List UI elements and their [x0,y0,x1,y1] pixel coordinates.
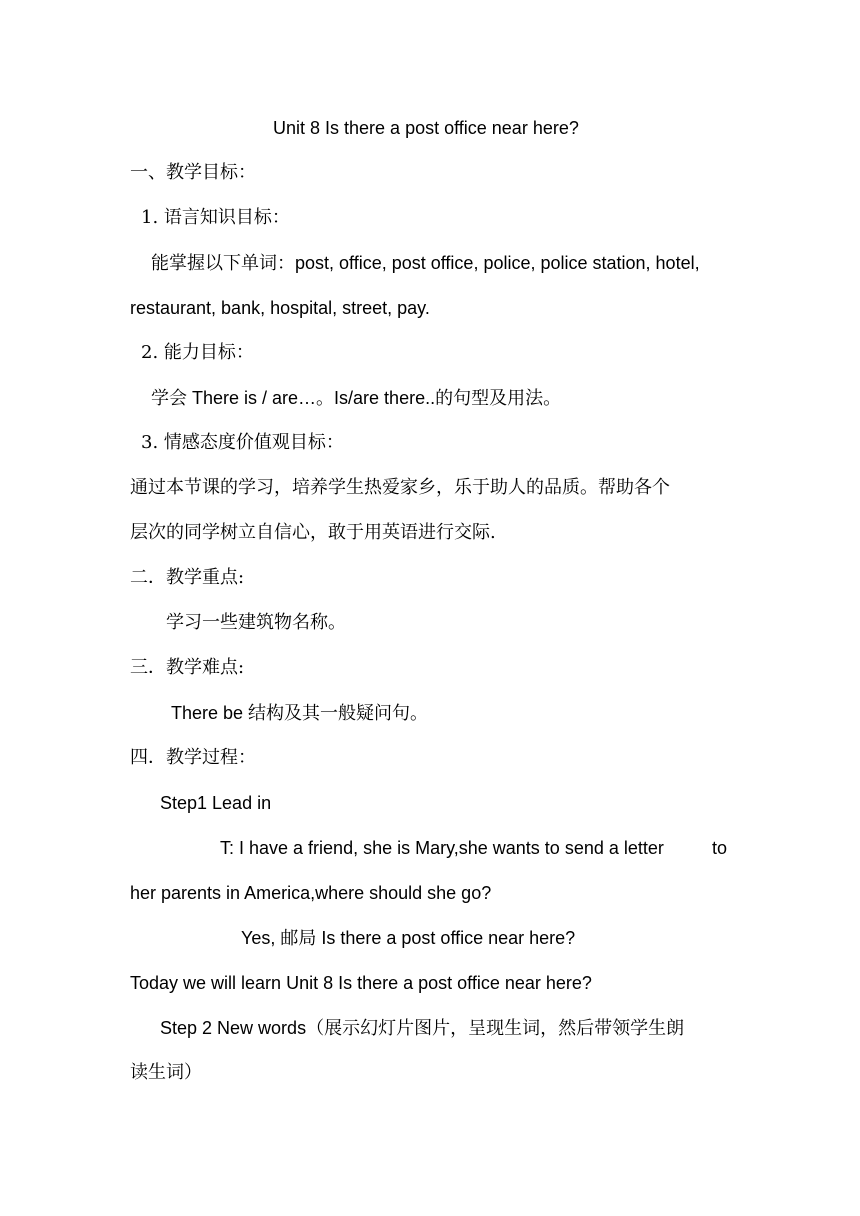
item-1-text-line-2: restaurant, bank, hospital, street, pay. [130,298,430,318]
step-2-line-1: Step 2 New words（展示幻灯片图片，呈现生词，然后带领学生朗 [160,1018,685,1038]
section-3-heading: 三．教学难点: [130,657,245,678]
step-1-line-3: Yes, 邮局 Is there a post office near here? [241,928,576,948]
step-1-line-1-end: to [712,838,728,858]
item-3-heading: 3. 情感态度价值观目标： [141,432,344,453]
step-2-line-2: 读生词） [130,1062,202,1083]
section-3-text: There be 结构及其一般疑问句。 [171,703,429,723]
item-1-heading: 1. 语言知识目标： [141,207,290,228]
section-2-text: 学习一些建筑物名称。 [166,612,346,633]
step-1-line-2: her parents in America,where should she go? [130,883,492,903]
item-3-text-line-1: 通过本节课的学习，培养学生热爱家乡，乐于助人的品质。帮助各个 [130,477,670,498]
step-1-line-4: Today we will learn Unit 8 Is there a post office near here? [130,973,592,993]
item-2-heading: 2. 能力目标： [141,342,254,363]
item-1-text-line-1: 能掌握以下单词：post, office, post office, police, police station, hotel, [151,253,700,273]
section-4-heading: 四．教学过程： [130,747,256,768]
item-2-text: 学会 There is / are…。Is/are there..的句型及用法。 [151,388,562,408]
step-1-line-1: T: I have a friend, she is Mary,she wants to send a letter [220,838,664,858]
section-2-heading: 二．教学重点: [130,567,245,588]
item-3-text-line-2: 层次的同学树立自信心，敢于用英语进行交际. [130,522,496,543]
section-1-heading: 一、教学目标： [130,162,256,183]
step-1-heading: Step1 Lead in [160,793,272,813]
document-title: Unit 8 Is there a post office near here? [273,118,579,138]
